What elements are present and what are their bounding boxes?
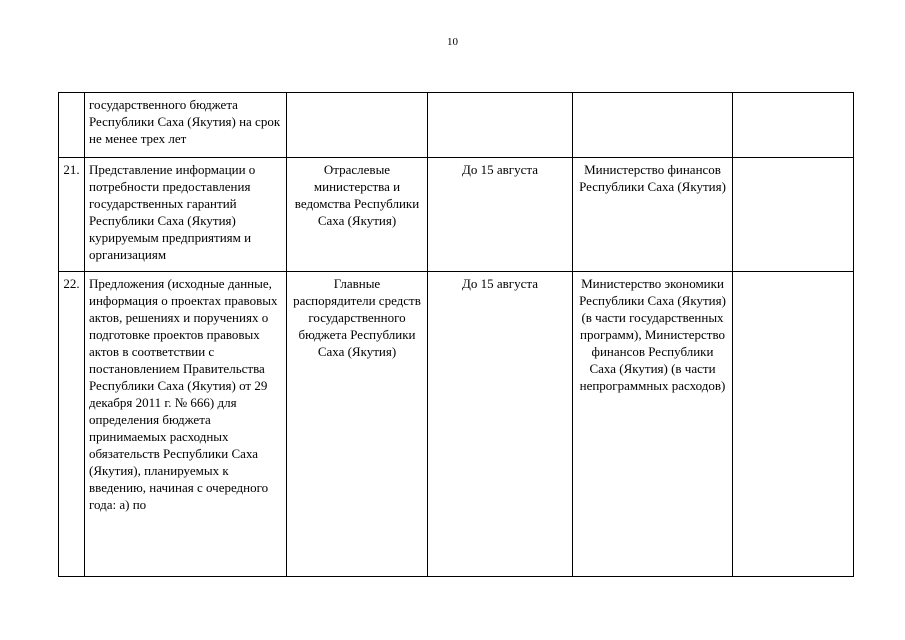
deadline-cell [428, 93, 573, 158]
submitter-cell: Главные распорядители средств государственного бюджета Республики Саха (Якутия) [287, 272, 428, 577]
row-number [59, 93, 85, 158]
table-row [59, 158, 854, 272]
measure-cell: Предложения (исходные данные, информация о проектах правовых актов, решениях и поручениях о подготовке проектов правовых актов в соответствии с постановлением Правительства Республики Саха (Якутия) от 29 декабря 2011 г. № 666) для определения бюджета принимаемых расходных обязательств Республики Саха (Якутия), планируемых к введению, начиная с очередного года: а) по [85, 272, 287, 577]
page-number: 10 [447, 36, 458, 48]
note-cell [733, 272, 854, 577]
note-cell [733, 158, 854, 272]
deadline-cell: До 15 августа [428, 272, 573, 577]
table-row [59, 93, 854, 158]
row-number: 21. [59, 158, 85, 272]
table-row [59, 272, 854, 577]
submitter-cell: Отраслевые министерства и ведомства Республики Саха (Якутия) [287, 158, 428, 272]
submitter-cell [287, 93, 428, 158]
measure-cell: Представление информации о потребности предоставления государственных гарантий Республики Саха (Якутия) курируемым предприятиям и организациям [85, 158, 287, 272]
measure-cell: государственного бюджета Республики Саха (Якутия) на срок не менее трех лет [85, 93, 287, 158]
note-cell [733, 93, 854, 158]
recipient-cell [573, 93, 733, 158]
recipient-cell: Министерство финансов Республики Саха (Якутия) [573, 158, 733, 272]
schedule-table [58, 92, 854, 577]
recipient-cell: Министерство экономики Республики Саха (Якутия) (в части государственных программ), Министерство финансов Республики Саха (Якутия) (в части непрограммных расходов) [573, 272, 733, 577]
deadline-cell: До 15 августа [428, 158, 573, 272]
row-number: 22. [59, 272, 85, 577]
